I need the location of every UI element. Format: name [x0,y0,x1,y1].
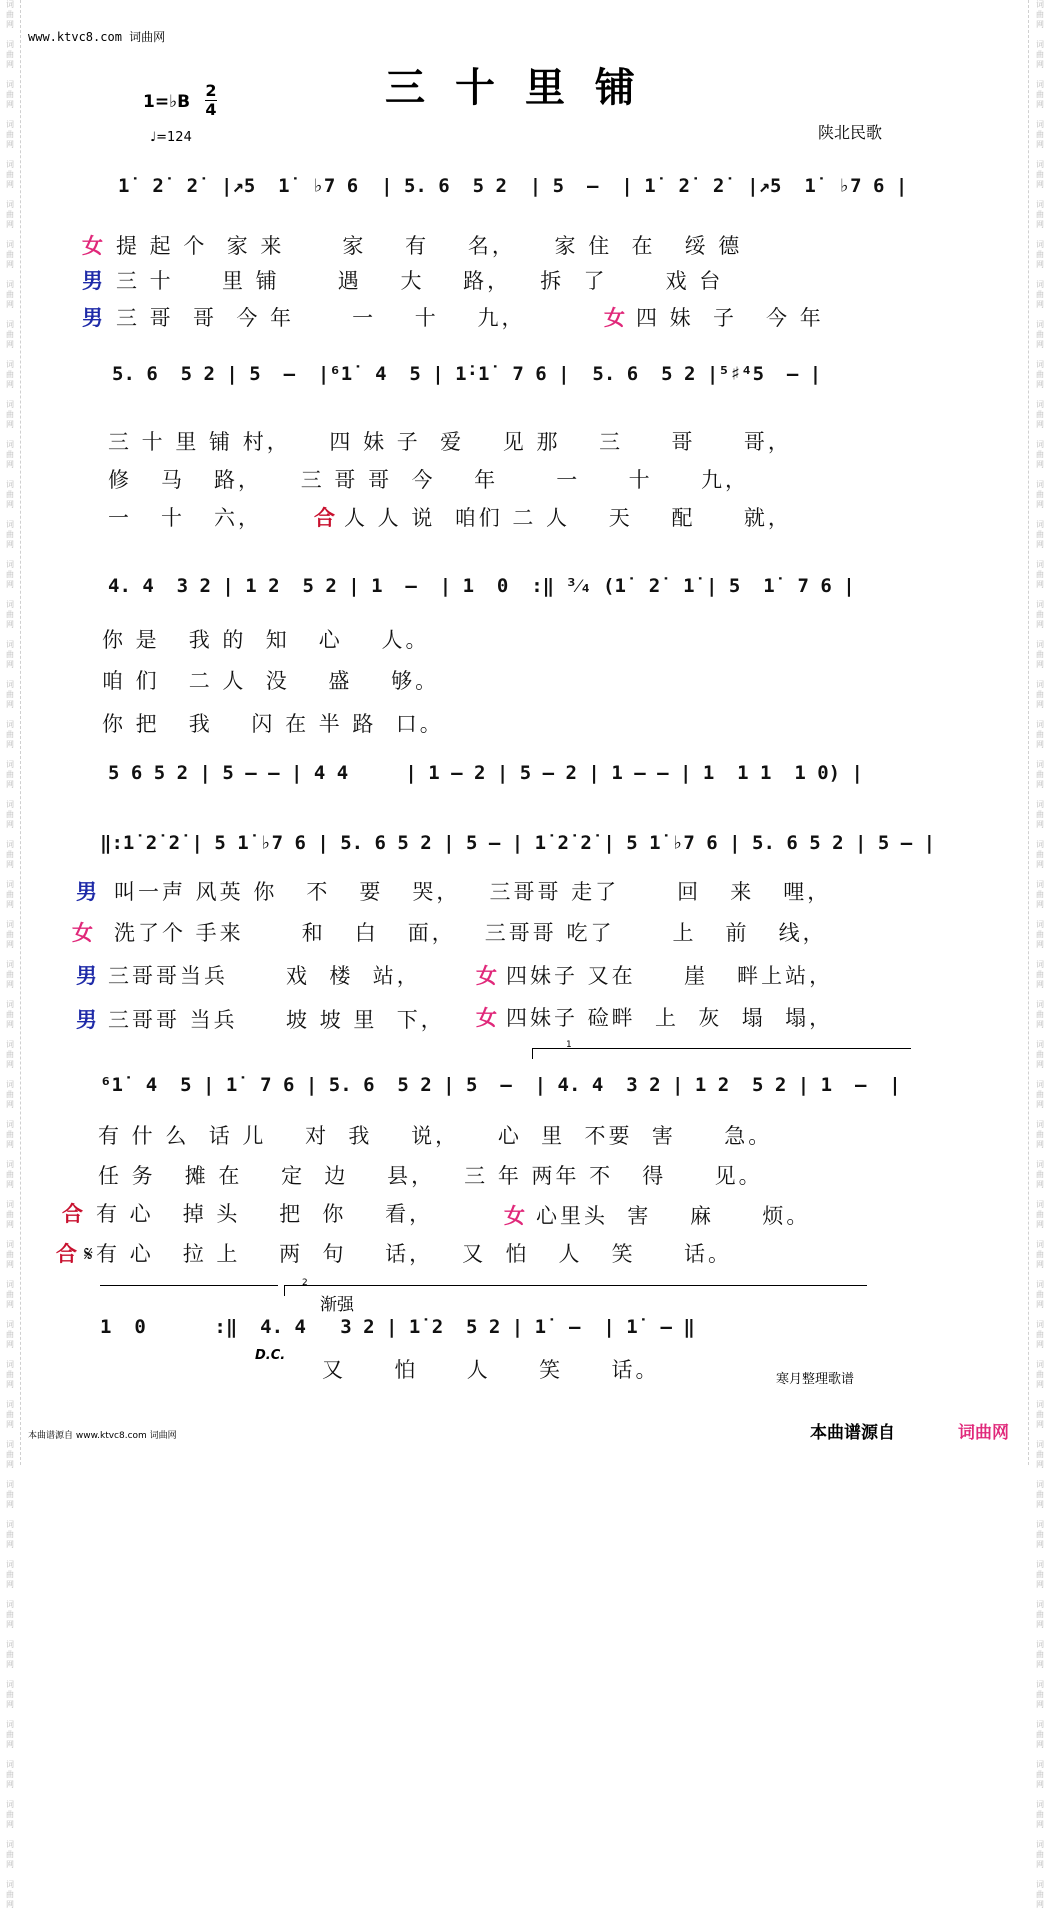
lyric-line: 𝄋有 心 拉 上 两 句 话， 又 怕 人 笑 话。 [84,1242,732,1266]
lyric-line: 三 哥 哥 今 年 一 十 九， [116,306,526,330]
lyric-line: 一 十 六， [108,506,263,530]
time-bottom: 4 [205,100,217,119]
singer-tag: 合 [56,1241,77,1266]
key-signature: 1=♭B [143,92,191,112]
time-signature [205,82,217,119]
notation-line-3: 4. 4 3 2 | 1 2 5 2 | 1 – | 1 0 :‖ ³⁄₄ (1̇ 2̇ 1̇ | 5 1̇ 7 6 | [108,575,855,597]
left-watermark: 词 曲 网 词 曲 网 词 曲 网 词 曲 网 词 曲 网 词 曲 网 词 曲 网 词 曲 网 词 曲 网 词 曲 网 词 曲 网 词 曲 网 词 曲 网 词 曲 网 词 曲 网 词 曲 网 词 曲 网 词 曲 网 词 曲 网 词 曲 网 词 曲 网 词 曲 网 词 曲 网 词 曲 网 词 曲 网 词 曲 网 词 曲 网 词 曲 网 词 曲 网 词 曲 网 词 曲 网 词 曲 网 词 曲 网 词 曲 网 词 曲 网 词 曲 网 词 曲 网 词 曲 网 词 曲 网 词 曲 网 词 曲 网 词 曲 网 词 曲 网 词 曲 网 词 曲 网 词 曲 网 词 曲 网 词 曲 网 [6,0,14,1909]
singer-tag: 合 [314,505,335,530]
tempo-marking: ♩=124 [150,130,192,145]
lyric-line: 四妹子 又在 崖 畔上站， [506,964,834,988]
notation-line-2: 5. 6 5 2 | 5 – |⁶1̇ 4 5 | 1̇·1̇ 7 6 | 5. 6 5 2 |⁵♯⁴5 – | [112,363,822,385]
volta-bracket-end [100,1285,278,1286]
singer-tag: 女 [504,1203,525,1228]
volta-bracket-2 [284,1285,867,1296]
volta-label-2: 2 [302,1278,308,1288]
lyric-line: 你 把 我 闪 在 半 路 口。 [102,712,444,736]
singer-tag: 女 [82,233,103,258]
notation-line-5: ‖:1̇ 2̇ 2̇ | 5 1̇ ♭7 6 | 5. 6 5 2 | 5 – | 1̇ 2̇ 2̇ | 5 1̇ ♭7 6 | 5. 6 5 2 | 5 – | [100,832,936,854]
singer-tag: 女 [476,963,497,988]
lyric-line: 心里头 害 麻 烦。 [536,1204,811,1228]
lyric-line: 有 心 掉 头 把 你 看， [96,1202,434,1226]
singer-tag: 女 [604,305,625,330]
notation-line-7: 1 0 :‖ 4. 4 3 2 | 1̇ 2 5 2 | 1̇ – | 1̇ – ‖ [100,1316,695,1338]
lyric-line: 三哥哥当兵 戏 楼 站， [108,964,421,988]
lyric-line: 又 怕 人 笑 话。 [322,1358,660,1382]
lyric-line: 三 十 里 铺 村， 四 妹 子 爱 见 那 三 哥 哥， [108,430,792,454]
left-margin-line [20,0,21,1465]
singer-tag: 男 [82,305,103,330]
singer-tag: 男 [76,963,97,988]
lyric-line: 三哥哥 当兵 坡 坡 里 下， [108,1008,445,1032]
notation-line-4: 5 6 5 2 | 5 – – | 4 4 | 1 – 2 | 5 – 2 | 1 – – | 1 1 1 1 0) | [108,762,863,784]
lyric-line: 有 什 么 话 儿 对 我 说， 心 里 不要 害 急。 [98,1124,773,1148]
singer-tag: 女 [72,920,93,945]
singer-tag: 女 [476,1005,497,1030]
crescendo-marking: 渐强 [320,1295,354,1315]
dc-marking: D.C. [255,1348,286,1363]
source-url: www.ktvc8.com 词曲网 [28,30,166,44]
song-title: 三十里铺 [385,65,665,111]
lyric-line: 提 起 个 家 来 家 有 名， 家 住 在 绥 德 [116,234,743,258]
footer-source-left: 本曲谱源自 www.ktvc8.com 词曲网 [28,1431,177,1441]
singer-tag: 合 [62,1201,83,1226]
singer-tag: 男 [76,879,97,904]
notation-line-1: 1̇ 2̇ 2̇ |↗5 1̇ ♭7 6 | 5. 6 5 2 | 5 – | 1̇ 2̇ 2̇ |↗5 1̇ ♭7 6 | [118,175,908,197]
arranger-credit: 寒月整理歌谱 [776,1372,855,1387]
volta-bracket-1 [532,1048,911,1059]
lyric-line: 任 务 摊 在 定 边 县， 三 年 两年 不 得 见。 [98,1164,763,1188]
right-watermark: 词 曲 网 词 曲 网 词 曲 网 词 曲 网 词 曲 网 词 曲 网 词 曲 网 词 曲 网 词 曲 网 词 曲 网 词 曲 网 词 曲 网 词 曲 网 词 曲 网 词 曲 网 词 曲 网 词 曲 网 词 曲 网 词 曲 网 词 曲 网 词 曲 网 词 曲 网 词 曲 网 词 曲 网 词 曲 网 词 曲 网 词 曲 网 词 曲 网 词 曲 网 词 曲 网 词 曲 网 词 曲 网 词 曲 网 词 曲 网 词 曲 网 词 曲 网 词 曲 网 词 曲 网 词 曲 网 词 曲 网 词 曲 网 词 曲 网 词 曲 网 词 曲 网 词 曲 网 词 曲 网 词 曲 网 词 曲 网 [1036,0,1044,1909]
notation-line-6: ⁶1̇ 4 5 | 1̇ 7 6 | 5. 6 5 2 | 5 – | 4. 4 3 2 | 1 2 5 2 | 1 – | [100,1074,901,1096]
lyric-line: 三 十 里 铺 遇 大 路， 拆 了 戏 台 [116,269,724,293]
lyric-line: 你 是 我 的 知 心 人。 [102,628,430,652]
lyric-line: 洗了个 手来 和 白 面， 三哥哥 吃了 上 前 线， [114,921,827,945]
lyric-line: 叫一声 风英 你 不 要 哭， 三哥哥 走了 回 来 哩， [114,880,832,904]
lyric-line: 四 妹 子 今 年 [636,306,824,330]
singer-tag: 男 [76,1007,97,1032]
right-margin-line [1028,0,1029,1465]
lyric-line: 人 人 说 咱们 二 人 天 配 就， [344,506,792,530]
singer-tag: 男 [82,268,103,293]
composer: 陕北民歌 [818,123,883,142]
volta-label-1: 1 [566,1040,572,1050]
lyric-line: 修 马 路， 三 哥 哥 今 年 一 十 九， [108,468,749,492]
footer-source-right: 本曲谱源自 [810,1423,895,1443]
lyric-line: 咱 们 二 人 没 盛 够。 [102,669,440,693]
time-top: 2 [205,81,217,100]
lyric-line: 四妹子 硷畔 上 灰 塌 塌， [506,1006,834,1030]
footer-brand: 词曲网 [958,1423,1009,1443]
